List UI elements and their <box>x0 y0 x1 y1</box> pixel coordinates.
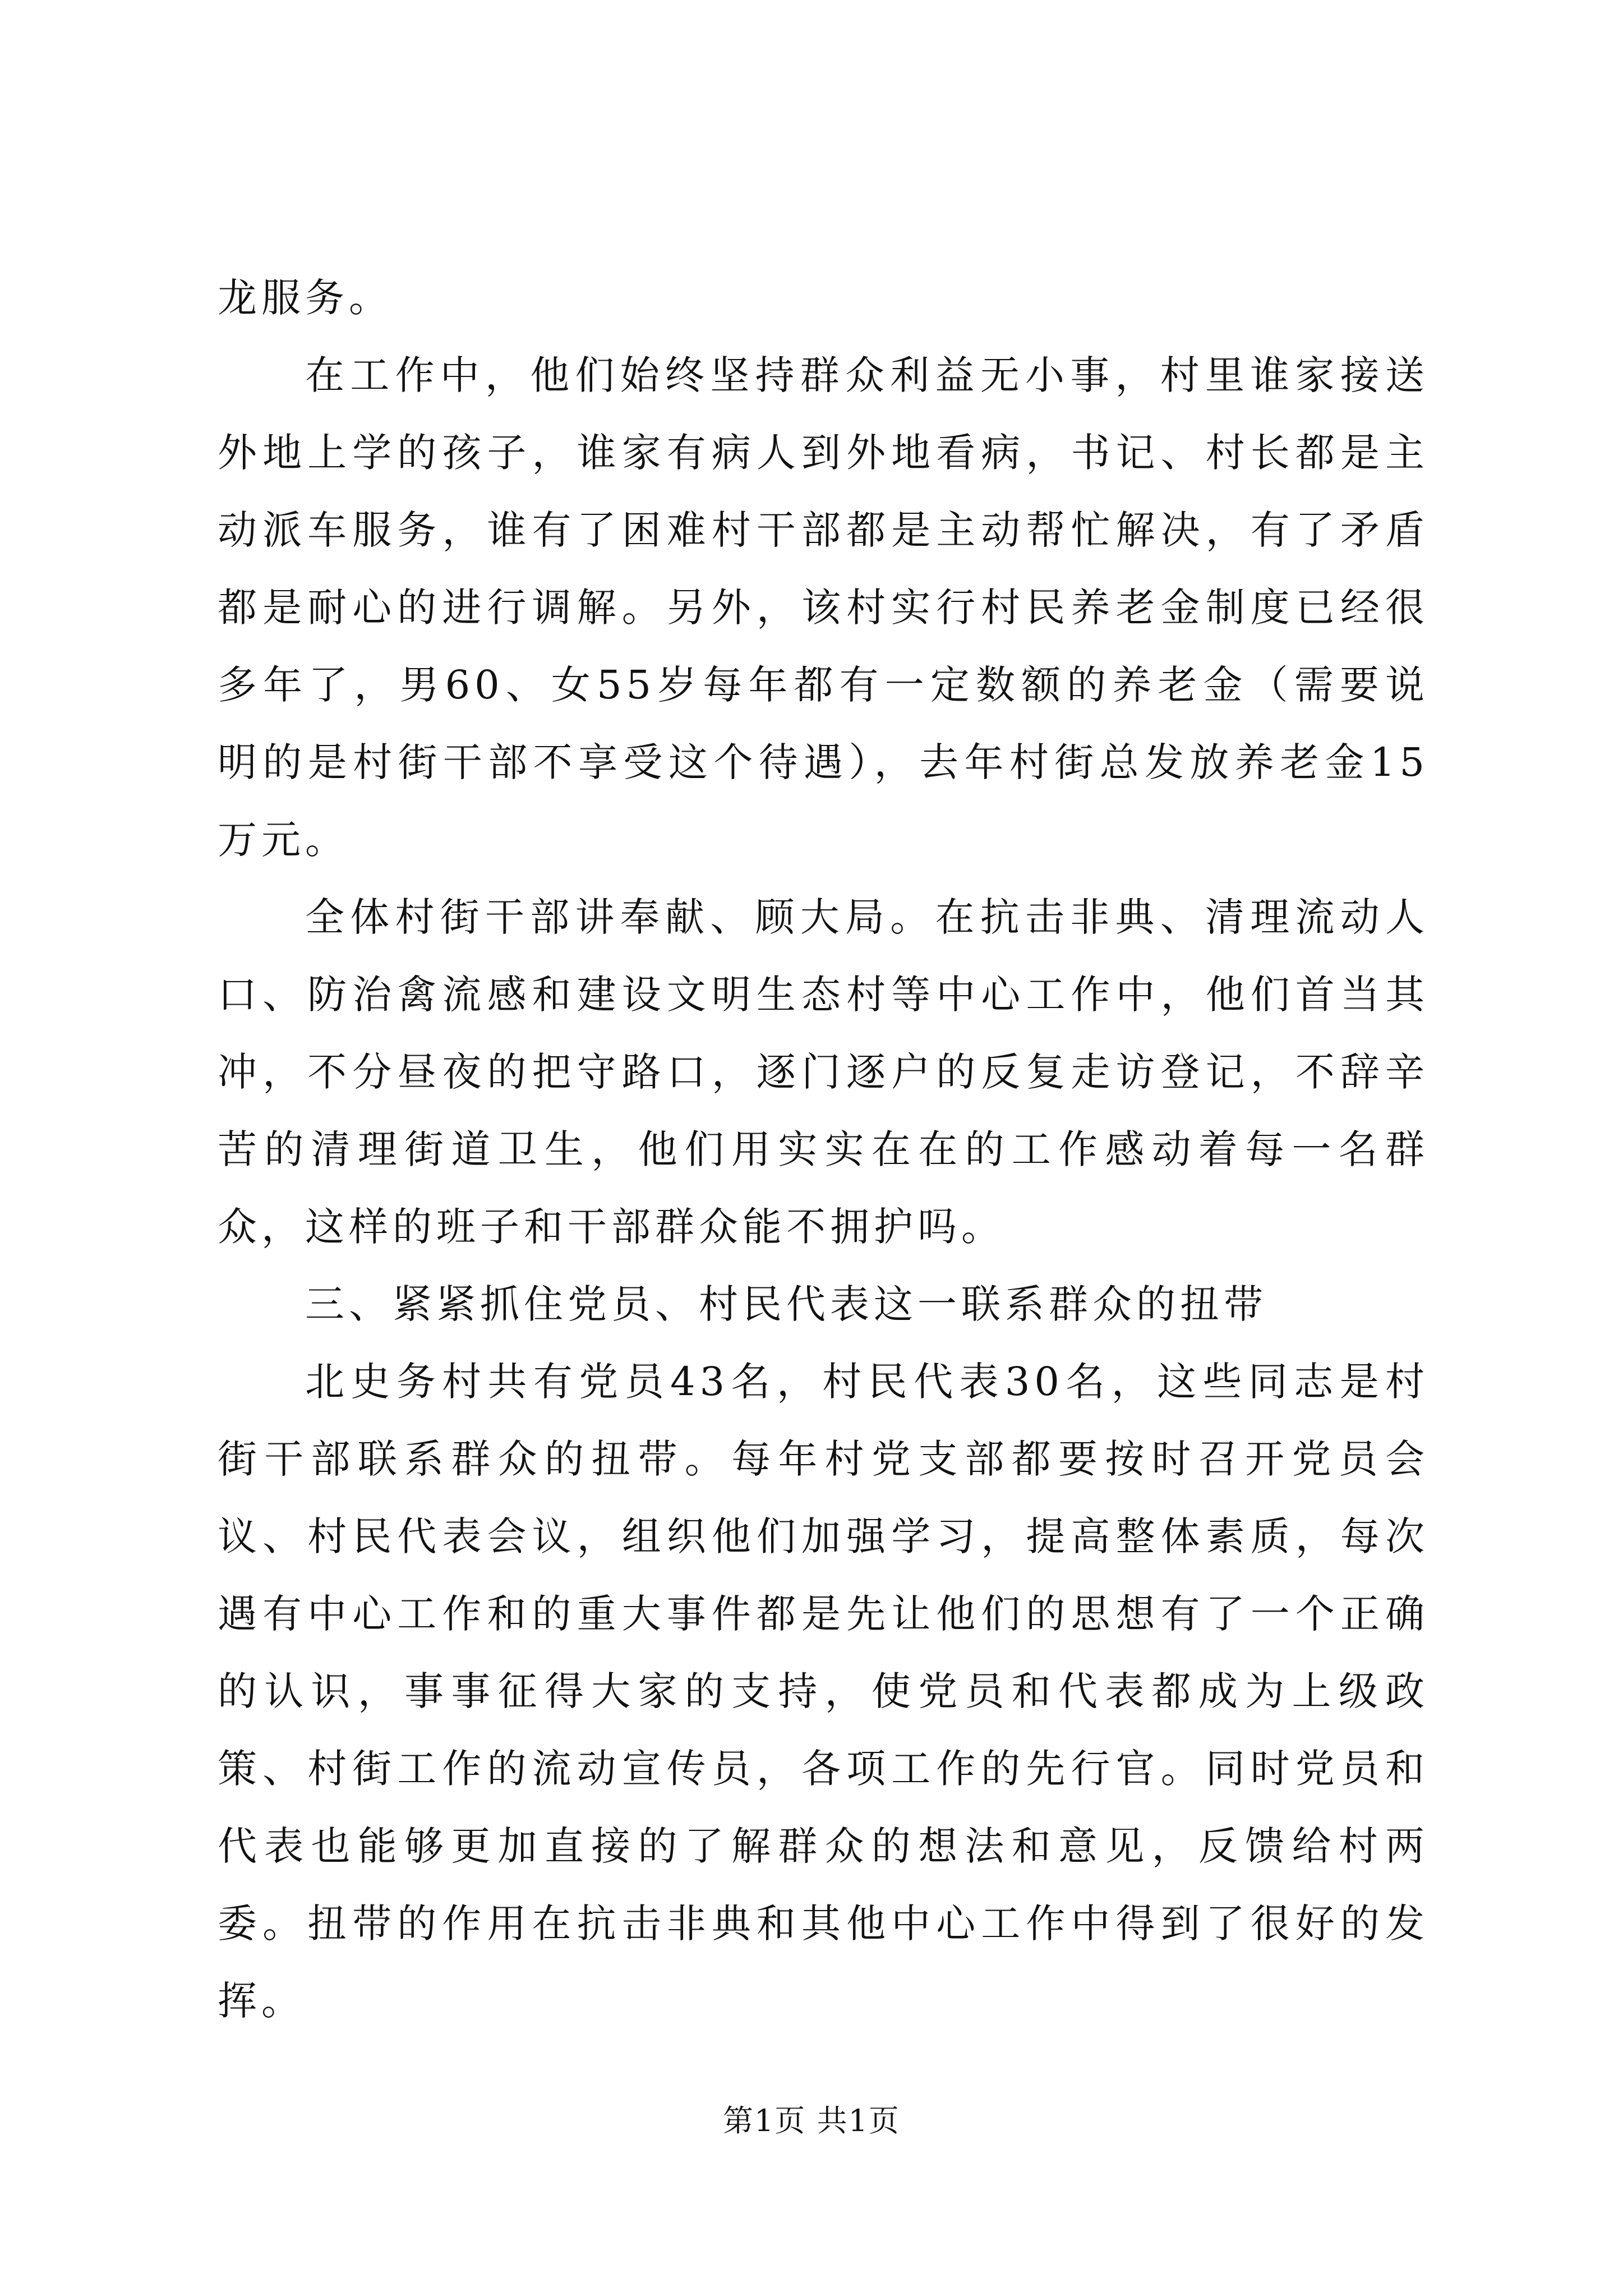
paragraph-5: 北史务村共有党员43名，村民代表30名，这些同志是村街干部联系群众的扭带。每年村党支部都要按时召开党员会议、村民代表会议，组织他们加强学习，提高整体素质，每次遇有中心工作和的重大事件都是先让他们的思想有了一个正确的认识，事事征得大家的支持，使党员和代表都成为上级政策、村街工作的流动宣传员，各项工作的先行官。同时党员和代表也能够更加直接的了解群众的想法和意见，反馈给村两委。扭带的作用在抗击非典和其他中心工作中得到了很好的发挥。 <box>218 1359 1429 2024</box>
page-footer: 第1页 共1页 <box>723 2103 900 2138</box>
paragraph-1: 龙服务。 <box>218 275 393 321</box>
paragraph-3: 全体村街干部讲奉献、顾大局。在抗击非典、清理流动人口、防治禽流感和建设文明生态村等中心工作中，他们首当其冲，不分昼夜的把守路口，逐门逐户的反复走访登记，不辞辛苦的清理街道卫生，他们用实实在在的工作感动着每一名群众，这样的班子和干部群众能不拥护吗。 <box>218 894 1429 1250</box>
section-heading: 三、紧紧抓住党员、村民代表这一联系群众的扭带 <box>305 1281 1267 1327</box>
paragraph-2: 在工作中，他们始终坚持群众利益无小事，村里谁家接送外地上学的孩子，谁家有病人到外地看病，书记、村长都是主动派车服务，谁有了困难村干部都是主动帮忙解决，有了矛盾都是耐心的进行调解。另外，该村实行村民养老金制度已经很多年了，男60、女55岁每年都有一定数额的养老金（需要说明的是村街干部不享受这个待遇），去年村街总发放养老金15万元。 <box>218 352 1429 863</box>
document-body <box>218 259 1429 2040</box>
